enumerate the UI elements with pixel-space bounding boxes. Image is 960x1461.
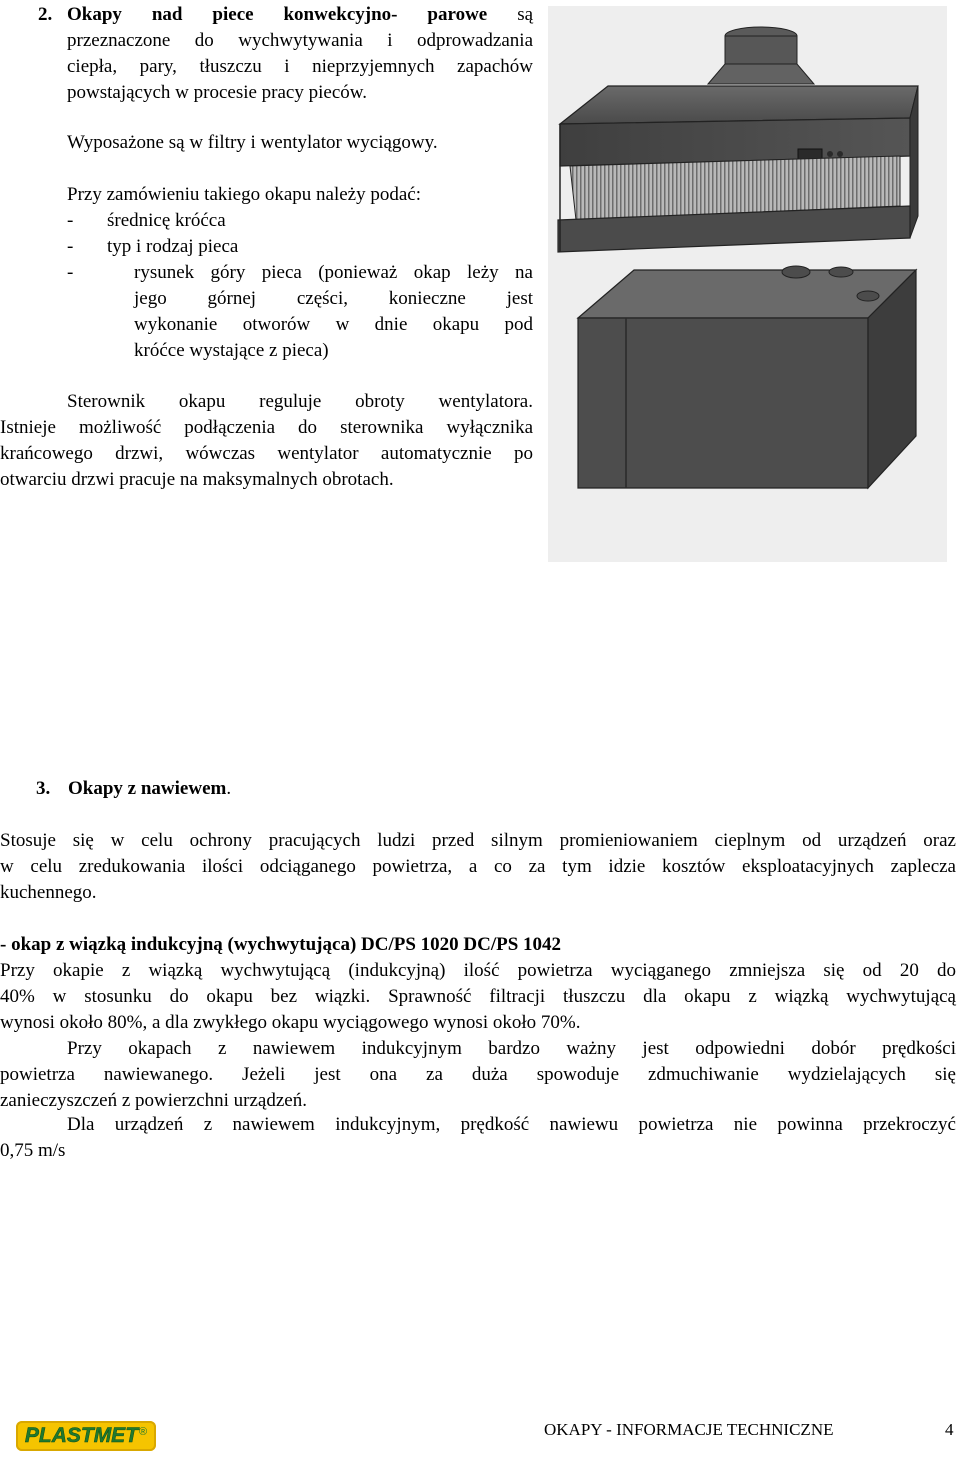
section-3-number: 3. [36, 778, 51, 799]
section-2-title: Okapy nad piece konwekcyjno- parowe [67, 4, 488, 25]
speed-line-3: zanieczyszczeń z powierzchni urządzeń. [0, 1090, 307, 1111]
speed-line-1: Przy okapach z nawiewem indukcyjnym bardzo ważny jest odpowiedni dobór prędkości [67, 1038, 956, 1059]
section-3-intro-line-3: kuchennego. [0, 882, 97, 903]
controller-line-2: Istnieje możliwość podłączenia do sterownika wyłącznika [0, 417, 533, 438]
order-item-1-text: średnicę króćca [107, 210, 226, 231]
limit-line-1: Dla urządzeń z nawiewem indukcyjnym, prędkość nawiewu powietrza nie powinna przekroczyć [67, 1114, 956, 1135]
section-3-title-suffix: . [226, 778, 232, 799]
page-number: 4 [945, 1420, 954, 1439]
order-item-3-line-2: jego górnej części, konieczne jest [134, 288, 533, 309]
controller-line-3: krańcowego drzwi, wówczas wentylator automatycznie po [0, 443, 533, 464]
oven-front [578, 318, 868, 488]
section-3-heading [36, 776, 231, 802]
section-3-intro-line-1: Stosuje się w celu ochrony pracujących ludzi przed silnym promieniowaniem cieplnym od urządzeń oraz [0, 830, 956, 851]
order-item-3-line-3: wykonanie otworów w dnie okapu pod [134, 314, 533, 335]
logo-registered-mark: ® [139, 1426, 148, 1438]
controller-panel [798, 149, 822, 159]
order-item-1 [67, 208, 226, 234]
section-2-line-3: ciepła, pary, tłuszczu i nieprzyjemnych zapachów [67, 56, 533, 77]
oven-outlet-1 [782, 266, 810, 278]
hood-oven-drawing [548, 6, 947, 562]
equipment-text: Wyposażone są w filtry i wentylator wyciągowy. [67, 132, 438, 153]
induction-line-2: 40% w stosunku do okapu bez wiązki. Sprawność filtracji tłuszczu dla okapu z wiązką wychwytującą [0, 986, 956, 1007]
list-dash: - [67, 210, 74, 231]
footer-title: OKAPY - INFORMACJE TECHNICZNE [544, 1420, 834, 1439]
limit-line-2: 0,75 m/s [0, 1140, 66, 1161]
order-item-3-line-4: króćce wystające z pieca) [134, 340, 329, 361]
section-2-number [38, 2, 52, 28]
induction-line-1: Przy okapie z wiązką wychwytującą (indukcyjną) ilość powietrza wyciąganego zmniejsza się od 20 do [0, 960, 956, 981]
induction-line-3: wynosi około 80%, a dla zwykłego okapu wyciągowego wynosi około 70%. [0, 1012, 581, 1033]
order-item-3-line-1: rysunek góry pieca (ponieważ okap leży na [134, 262, 533, 283]
order-intro: Przy zamówieniu takiego okapu należy podać: [67, 184, 422, 205]
order-item-2 [67, 234, 238, 260]
logo-text: PLASTMET [24, 1424, 139, 1447]
duct-collar [708, 27, 814, 84]
section-number: 2. [38, 4, 53, 25]
order-item-2-text: typ i rodzaj pieca [107, 236, 239, 257]
speed-line-2: powietrza nawiewanego. Jeżeli jest ona za duża spowoduje zdmuchiwanie wydzielających się [0, 1064, 956, 1085]
controller-line-4: otwarciu drzwi pracuje na maksymalnych obrotach. [0, 469, 394, 490]
section-2-line-2: przeznaczone do wychwytywania i odprowadzania [67, 30, 533, 51]
list-dash: - [67, 236, 74, 257]
hood-oven-illustration [548, 6, 947, 562]
section-3-intro-line-2: w celu zredukowania ilości odciąganego powietrza, a co za tym idzie kosztów eksploatacyjnych zaplecza [0, 856, 956, 877]
order-item-3-dash: - [67, 262, 74, 283]
section-2-line-1-text: są [517, 4, 534, 25]
oven-outlet-2 [829, 267, 853, 277]
section-2-heading-line [67, 2, 533, 28]
section-3-title: Okapy z nawiewem [68, 778, 227, 799]
section-2-line-4: powstających w procesie pracy pieców. [67, 82, 368, 103]
plastmet-logo [16, 1421, 156, 1451]
controller-line-1: Sterownik okapu reguluje obroty wentylatora. [67, 391, 533, 412]
induction-heading: - okap z wiązką indukcyjną (wychwytująca) DC/PS 1020 DC/PS 1042 [0, 934, 562, 955]
